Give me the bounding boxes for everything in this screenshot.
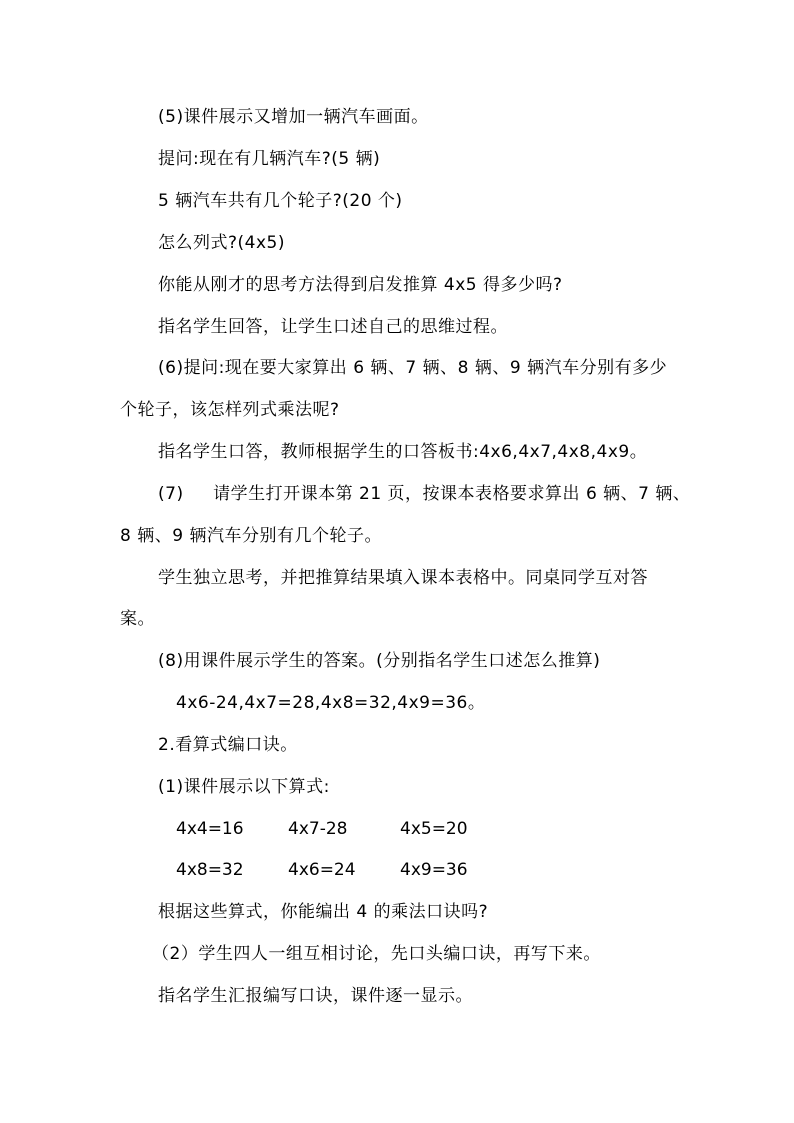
text-line: 4x6-24,4x7=28,4x8=32,4x9=36。 bbox=[176, 693, 486, 713]
text-line: 根据这些算式，你能编出 4 的乘法口诀吗? bbox=[158, 902, 489, 922]
text-line: 学生独立思考，并把推算结果填入课本表格中。同桌同学互对答 bbox=[158, 568, 648, 588]
text-line: (6)提问:现在要大家算出 6 辆、7 辆、8 辆、9 辆汽车分别有多少 bbox=[158, 358, 668, 378]
text-line: (7) 请学生打开课本第 21 页，按课本表格要求算出 6 辆、7 辆、 bbox=[158, 484, 691, 504]
text-line: 指名学生口答，教师根据学生的口答板书:4x6,4x7,4x8,4x9。 bbox=[158, 442, 648, 462]
equation: 4x7-28 bbox=[288, 819, 348, 839]
text-line: 5 辆汽车共有几个轮子?(20 个) bbox=[158, 191, 403, 211]
text-line: (8)用课件展示学生的答案。(分别指名学生口述怎么推算) bbox=[158, 651, 601, 671]
text-line: 怎么列式?(4x5) bbox=[158, 233, 285, 253]
text-line: (5)课件展示又增加一辆汽车画面。 bbox=[158, 107, 429, 127]
text-line: 指名学生汇报编写口诀，课件逐一显示。 bbox=[158, 986, 473, 1006]
text-line: 案。 bbox=[120, 609, 155, 629]
text-line: 指名学生回答，让学生口述自己的思维过程。 bbox=[158, 317, 508, 337]
text-line: (1)课件展示以下算式: bbox=[158, 777, 330, 797]
text-line: （2）学生四人一组互相讨论，先口头编口诀，再写下来。 bbox=[152, 944, 601, 964]
equation: 4x9=36 bbox=[400, 860, 468, 880]
equation: 4x8=32 bbox=[176, 860, 244, 880]
text-line: 2.看算式编口诀。 bbox=[158, 735, 298, 755]
text-line: 提问:现在有几辆汽车?(5 辆) bbox=[158, 149, 381, 169]
equation: 4x6=24 bbox=[288, 860, 356, 880]
equation: 4x5=20 bbox=[400, 819, 468, 839]
text-line: 个轮子，该怎样列式乘法呢? bbox=[120, 400, 340, 420]
text-line: 8 辆、9 辆汽车分别有几个轮子。 bbox=[120, 526, 382, 546]
equation: 4x4=16 bbox=[176, 819, 244, 839]
text-line: 你能从刚才的思考方法得到启发推算 4x5 得多少吗? bbox=[158, 275, 563, 295]
